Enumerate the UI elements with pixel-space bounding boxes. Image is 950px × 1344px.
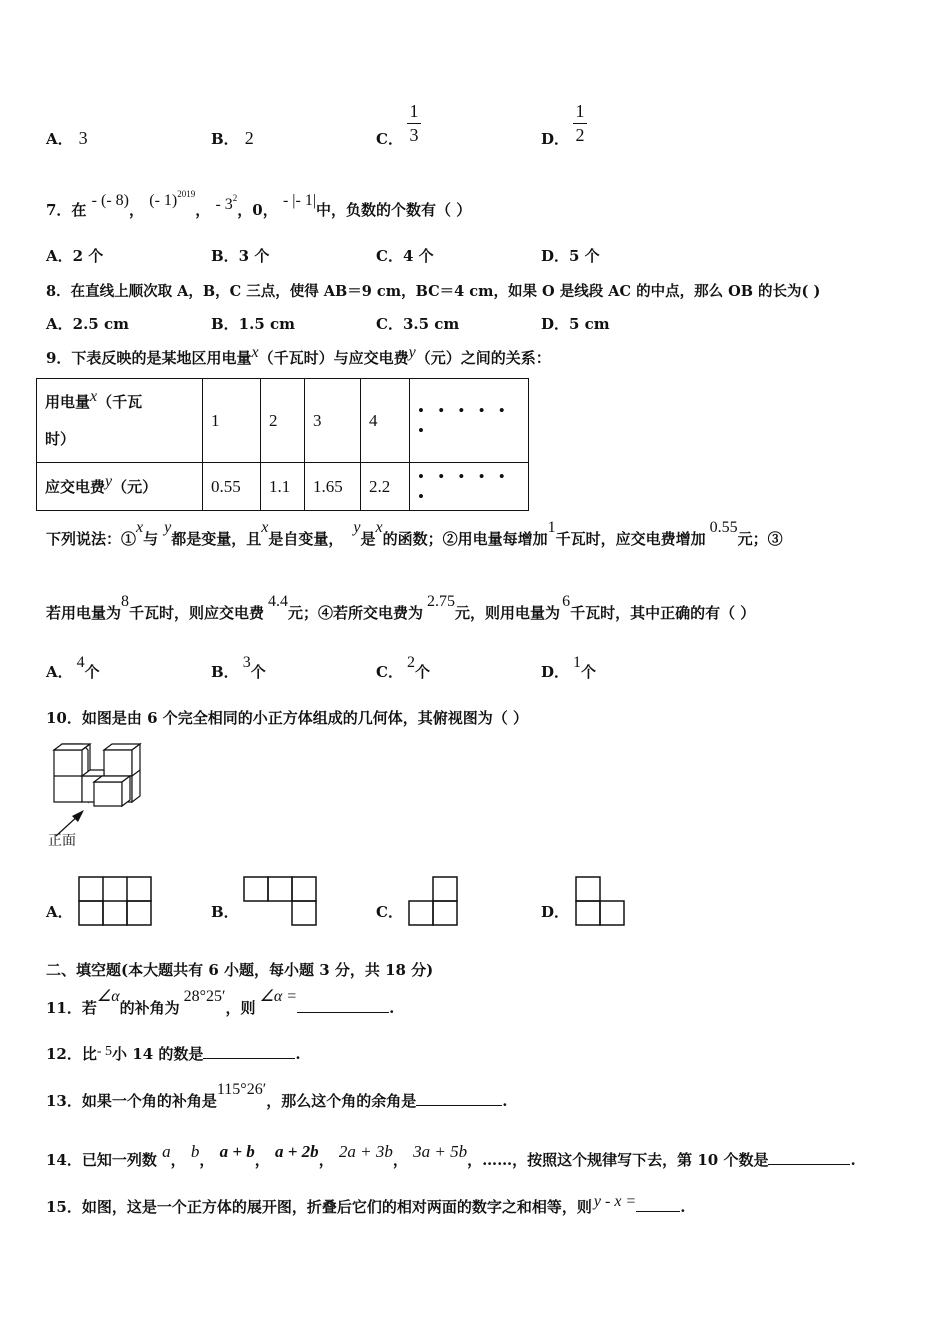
q6-option-c-fraction: 1 3 bbox=[407, 101, 421, 146]
q10-option-d-view bbox=[575, 876, 627, 926]
q10-option-a-view bbox=[78, 876, 152, 926]
q9-statement-line1: 下列说法：①x与y都是变量，且x是自变量，y是x的函数；②用电量每增加1千瓦时，应交电费增加0.55元；③ bbox=[46, 519, 783, 548]
q9-table-cell: 2 bbox=[261, 379, 305, 463]
q9-statement-line2: 若用电量为8千瓦时，则应交电费4.4元；④若所交电费为2.75元，则用电量为6千瓦时，其中正确的有（ ） bbox=[46, 593, 756, 622]
q6-option-d-label: D． bbox=[541, 130, 570, 148]
q9-table-row-fee bbox=[37, 463, 529, 511]
q9-table-cell-ellipsis: • • • • • • bbox=[410, 463, 529, 511]
q9-table-cell: 1.65 bbox=[305, 463, 361, 511]
q10-option-b-view bbox=[243, 876, 317, 926]
q7-option-a: A．2 个 bbox=[46, 247, 104, 265]
q9-table-cell: 2.2 bbox=[361, 463, 410, 511]
q6-option-d-fraction: 1 2 bbox=[573, 101, 587, 146]
q6-option-a: A． 3 bbox=[46, 128, 88, 148]
q10-option-b-label: B． bbox=[211, 903, 239, 921]
q7-stem: 7．在 - (- 8)， (- 1)$^{2019}$， - $3^2$，0， - |- 1|中，负数的个数有（ ） bbox=[46, 189, 472, 219]
q8-stem: 8．在直线上顺次取 A，B，C 三点，使得 AB＝9 cm，BC＝4 cm，如果 O 是线段 AC 的中点，那么 OB 的长为( ) bbox=[46, 283, 821, 300]
q9-table-row-usage bbox=[37, 379, 529, 463]
q9-table-cell: 1 bbox=[203, 379, 261, 463]
q7-option-b: B．3 个 bbox=[211, 247, 270, 265]
q9-option-c: C．2个 bbox=[376, 654, 430, 681]
q14-stem: 14．已知一列数 a， b， a + b， a + 2b， 2a + 3b， 3a + 5b，……，按照这个规律写下去，第 10 个数是 . bbox=[46, 1142, 856, 1169]
q12-stem: 12．比- 5小 14 的数是 . bbox=[46, 1044, 301, 1063]
q8-option-b: B．1.5 cm bbox=[211, 315, 296, 333]
q11-stem: 11．若∠α的补角为28°25′，则∠α =. bbox=[46, 988, 395, 1017]
q8-option-c: C．3.5 cm bbox=[376, 315, 460, 333]
q10-option-d-label: D． bbox=[541, 903, 570, 921]
q9-table-cell-ellipsis: • • • • • • bbox=[410, 379, 529, 463]
q9-table-cell: 0.55 bbox=[203, 463, 261, 511]
q10-stem: 10．如图是由 6 个完全相同的小正方体组成的几何体，其俯视图为（ ） bbox=[46, 709, 528, 727]
q15-stem: 15．如图，这是一个正方体的展开图，折叠后它们的相对两面的数字之和相等，则 y - x = . bbox=[46, 1193, 686, 1216]
q7-option-d: D．5 个 bbox=[541, 247, 600, 265]
q9-option-b: B．3个 bbox=[211, 654, 266, 681]
q8-option-a: A．2.5 cm bbox=[46, 315, 129, 333]
q8-option-d: D．5 cm bbox=[541, 315, 610, 333]
q9-stem: 9．下表反映的是某地区用电量x（千瓦时）与应交电费y（元）之间的关系： bbox=[46, 344, 551, 367]
q9-table-head-fee: 应交电费y（元） bbox=[37, 463, 203, 511]
q6-option-b: B． 2 bbox=[211, 128, 254, 148]
q9-table-cell: 1.1 bbox=[261, 463, 305, 511]
q10-option-a-label: A． bbox=[46, 903, 73, 921]
q10-option-c-view bbox=[408, 876, 460, 926]
section-2-title: 二、填空题(本大题共有 6 小题，每小题 3 分，共 18 分) bbox=[46, 961, 434, 979]
q10-front-label: 正面 bbox=[48, 833, 76, 849]
q9-table-head-usage: 用电量x（千瓦 时） bbox=[37, 379, 203, 463]
q13-stem: 13．如果一个角的补角是115°26′，那么这个角的余角是 . bbox=[46, 1081, 508, 1110]
q9-option-d: D．1个 bbox=[541, 654, 597, 681]
q6-option-c-label: C． bbox=[376, 130, 403, 148]
q10-option-c-label: C． bbox=[376, 903, 403, 921]
q9-table-cell: 3 bbox=[305, 379, 361, 463]
q9-table bbox=[36, 378, 529, 511]
q9-table-cell: 4 bbox=[361, 379, 410, 463]
q7-option-c: C．4 个 bbox=[376, 247, 434, 265]
q9-option-a: A．4个 bbox=[46, 654, 100, 681]
